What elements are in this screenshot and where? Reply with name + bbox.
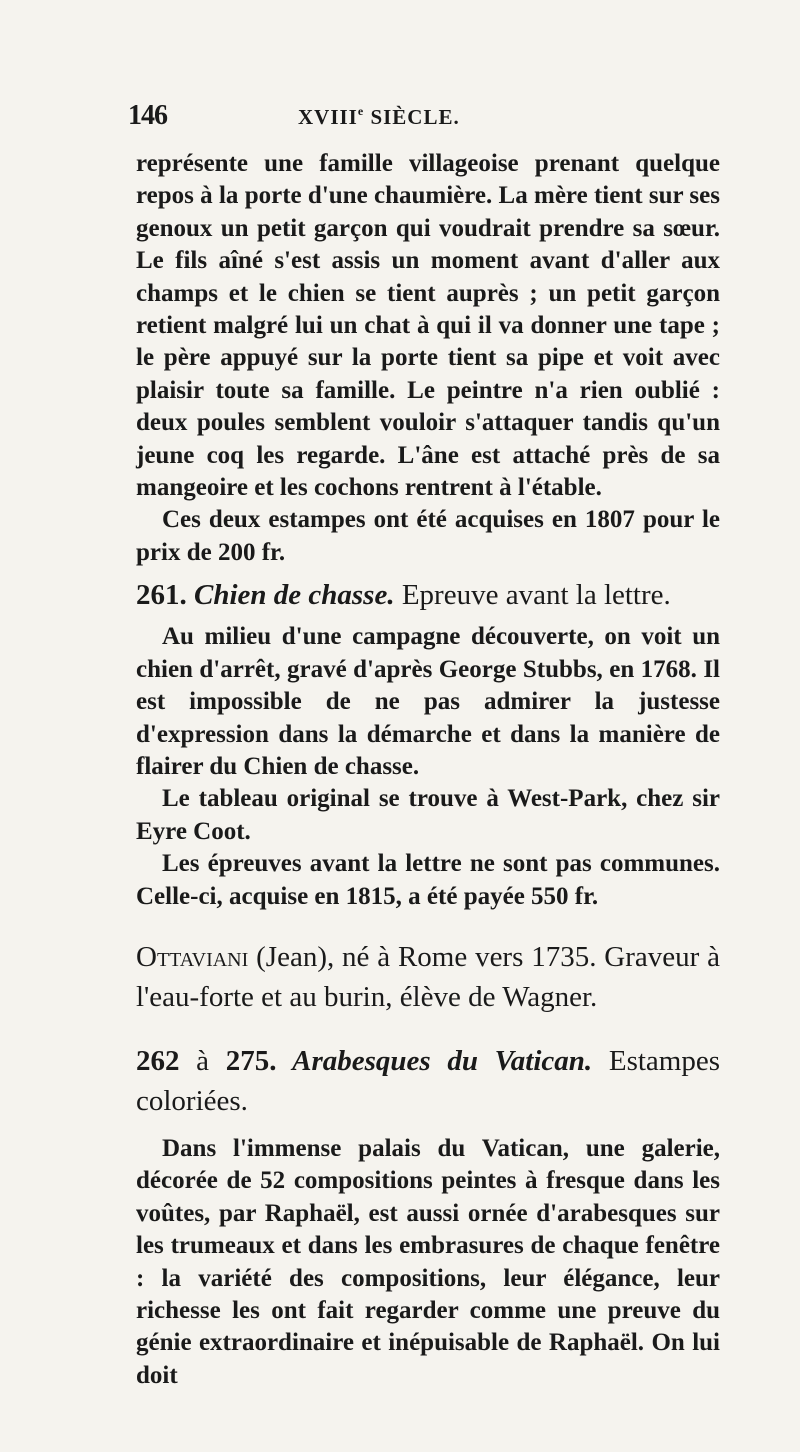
running-title-prefix: XVIII (298, 105, 358, 129)
artist-heading (136, 937, 720, 1017)
running-head (128, 100, 718, 140)
entry-heading-262 (136, 1041, 720, 1121)
paragraph-description: Au milieu d'une campagne découverte, on voit un chien d'arrêt, gravé d'après George Stubbs, en 1768. Il est impossible de ne pas admirer la justesse d'expression dans la démarche et dans la manière de flairer du Chien de chasse. (136, 623, 720, 780)
entry-title: Arabesques du Vatican. (276, 1044, 593, 1077)
page-number: 146 (128, 100, 167, 131)
entry-number-start: 262 (136, 1044, 180, 1077)
artist-bio: (Jean), né à Rome vers 1735. Graveur à l'eau-forte et au burin, élève de Wagner. (136, 940, 720, 1013)
running-title-sup: e (357, 104, 365, 118)
page-body (136, 148, 720, 1392)
paragraph-price: Les épreuves avant la lettre ne sont pas communes. Celle-ci, acquise en 1815, a été payée 550 fr. (136, 850, 720, 910)
entry-number: 261. (136, 579, 187, 612)
paragraph-acquisition: Ces deux estampes ont été acquises en 1807 pour le prix de 200 fr. (136, 506, 720, 566)
running-title-suffix: SIÈCLE. (364, 105, 460, 129)
paragraph-location: Le tableau original se trouve à West-Park, chez sir Eyre Coot. (136, 785, 720, 845)
entry-range-sep: à (179, 1044, 226, 1077)
running-title (298, 104, 460, 130)
entry-title: Chien de chasse. (194, 579, 395, 612)
entry-description: Estampes coloriées. (136, 1044, 720, 1117)
paragraph-continuation: représente une famille villageoise prenant quelque repos à la porte d'une chaumière. La mère tient sur ses genoux un petit garçon qui voudrait prendre sa sœur. Le fils aîné s'est assis un moment avant d'aller aux champs et le chien se tient auprès ; un petit garçon retient malgré lui un chat à qui il va donner une tape ; le père appuyé sur la porte tient sa pipe et voit avec plaisir toute sa famille. Le peintre n'a rien oublié : deux poules semblent vouloir s'attaquer tandis qu'un jeune coq les regarde. L'âne est attaché près de sa mangeoire et les cochons rentrent à l'étable. (136, 150, 720, 502)
artist-name: Ottaviani (136, 940, 249, 973)
paragraph-vatican: Dans l'immense palais du Vatican, une galerie, décorée de 52 compositions peintes à fresque dans les voûtes, par Raphaël, est aussi ornée d'arabesques sur les trumeaux et dans les embrasures de chaque fenêtre : la variété des compositions, leur élégance, leur richesse les ont fait regarder comme une preuve du génie extraordinaire et inépuisable de Raphaël. On lui doit (136, 1134, 720, 1389)
entry-number-end: 275. (225, 1044, 277, 1077)
entry-description: Epreuve avant la lettre. (394, 579, 671, 612)
entry-heading-261 (136, 575, 720, 615)
